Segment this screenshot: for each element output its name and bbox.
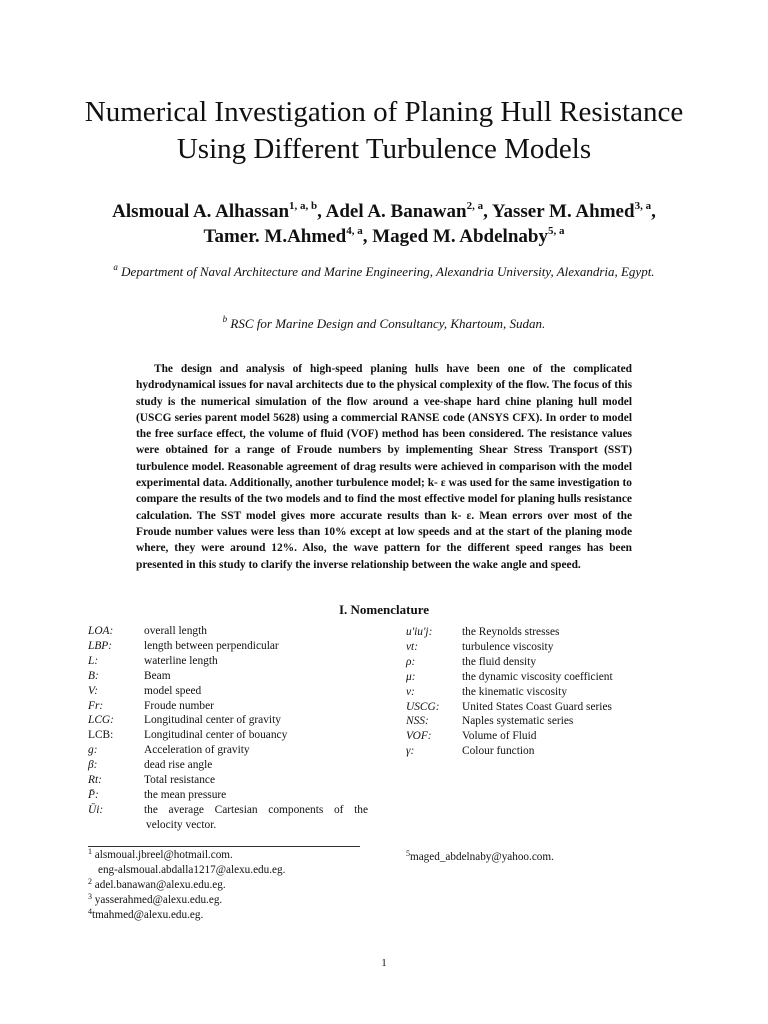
nomenclature-row — [88, 773, 368, 788]
nomenclature-symbol: ρ: — [406, 655, 416, 668]
nomenclature-symbol: ν: — [406, 685, 415, 698]
affiliation-b — [80, 315, 688, 333]
nomenclature-definition: the kinematic viscosity — [462, 685, 568, 698]
author-name: Yasser M. Ahmed — [491, 201, 635, 222]
nomenclature-row — [88, 713, 368, 728]
nomenclature-right-column — [406, 625, 686, 759]
nomenclature-definition: Longitudinal center of bouancy — [144, 729, 288, 742]
author-affiliation-mark: 2, a — [466, 200, 484, 212]
author-name: Tamer. M.Ahmed — [203, 226, 347, 247]
nomenclature-definition: waterline length — [144, 654, 218, 667]
nomenclature-symbol: V: — [88, 684, 99, 697]
nomenclature-definition: model speed — [144, 684, 202, 697]
footnote-email: alsmoual.jbreel@hotmail.com. — [94, 849, 233, 861]
page-number: 1 — [381, 957, 387, 969]
nomenclature-definition: length between perpendicular — [144, 639, 279, 652]
affiliation-text: Department of Naval Architecture and Marine Engineering, Alexandria University, Alexandria, Egypt. — [121, 264, 655, 279]
author-affiliation-mark: 1, a, b — [289, 200, 318, 212]
nomenclature-row — [88, 788, 368, 803]
nomenclature-row — [88, 624, 368, 639]
nomenclature-definition: Naples systematic series — [462, 715, 574, 728]
nomenclature-definition: overall length — [144, 625, 207, 637]
nomenclature-row — [406, 744, 686, 759]
nomenclature-symbol: L: — [88, 654, 99, 667]
nomenclature-row — [88, 669, 368, 684]
nomenclature-definition: the dynamic viscosity coefficient — [462, 670, 613, 683]
nomenclature-row — [406, 685, 686, 700]
nomenclature-definition: Froude number — [144, 699, 214, 712]
nomenclature-symbol: Ūi: — [88, 803, 104, 816]
nomenclature-symbol: Fr: — [88, 699, 104, 712]
nomenclature-symbol: USCG: — [406, 700, 440, 713]
nomenclature-definition: turbulence viscosity — [462, 640, 554, 653]
nomenclature-symbol: Rt: — [88, 774, 102, 787]
footnotes-right — [406, 850, 554, 865]
footnote-email: tmahmed@alexu.edu.eg. — [92, 909, 204, 921]
nomenclature-row — [406, 625, 686, 640]
footnote — [88, 908, 285, 923]
author-list: Alsmoual A. Alhassan$^{1, a, b}$, Adel A. Banawan$^{2, a}$, Yasser M. Ahmed$^{3, a}$, Tamer. M.Ahmed$^{4, a}$, Maged M. Abdelnaby$^{5, a}$ — [112, 200, 656, 247]
nomenclature-row — [88, 728, 368, 743]
nomenclature-row — [88, 699, 368, 714]
nomenclature-definition: the average Cartesian components of the — [144, 803, 368, 816]
nomenclature-row — [88, 684, 368, 699]
footnotes-left — [88, 848, 285, 923]
footnote-email: maged_abdelnaby@yahoo.com. — [410, 851, 554, 863]
nomenclature-row — [406, 714, 686, 729]
affiliation-mark: b — [222, 314, 228, 324]
footnote-separator — [88, 846, 360, 847]
nomenclature-symbol: νt: — [406, 640, 419, 653]
footnote-email: yasserahmed@alexu.edu.eg. — [94, 894, 223, 906]
nomenclature-symbol: β: — [88, 759, 98, 772]
nomenclature-row — [88, 639, 368, 654]
author-affiliation-mark: 3, a — [634, 200, 652, 212]
nomenclature-definition: dead rise angle — [144, 759, 213, 772]
nomenclature-row — [406, 640, 686, 655]
nomenclature-symbol: LBP: — [88, 639, 113, 652]
nomenclature-row — [406, 700, 686, 715]
nomenclature-definition: the fluid density — [462, 655, 537, 668]
footnote — [88, 848, 285, 863]
nomenclature-row — [88, 654, 368, 669]
footnote-mark: 2 — [88, 877, 92, 886]
nomenclature-symbol: B: — [88, 669, 99, 682]
nomenclature-left-column — [88, 624, 368, 833]
nomenclature-row — [406, 729, 686, 744]
nomenclature-definition: Beam — [144, 669, 171, 682]
author-name: Maged M. Abdelnaby — [372, 226, 548, 247]
affiliation-mark: a — [113, 262, 118, 272]
abstract: The design and analysis of high-speed planing hulls have been one of the complicated hydrodynamical issues for naval architects due to the physical complexity of the flow. The focus of this study is the numerical simulation of the flow around a vee-shape hard chine planing hull model (USCG series parent model 5628) using a commercial RANSE code (ANSYS CFX). In order to model the free surface effect, the volume of fluid (VOF) method has been considered. The resistance values were obtained for a range of Froude numbers by implementing Shear Stress Transport (SST) turbulence model. Reasonable agreement of drag results were achieved in comparison with the model experimental data. Additionally, another turbulence model; k- ε was used for the same investigation to compare the results of the two models and to find the most effective model for planing hulls resistance calculation. The SST model gives more accurate results than k- ε. Mean errors over most of the Froude number values were less than 10% except at low speeds and at the start of the planing mode where, they were around 12%. Also, the wave pattern for the different speed ranges has been presented in this study to clarify the inverse relationship between the wake angle and speed. — [136, 363, 632, 571]
nomenclature-definition-continued: velocity vector. — [146, 818, 217, 831]
nomenclature-symbol: γ: — [406, 745, 415, 758]
nomenclature-symbol: g: — [88, 744, 98, 757]
nomenclature-symbol: LCG: — [88, 714, 114, 727]
footnote-mark: 4 — [88, 907, 92, 916]
nomenclature-row — [406, 670, 686, 685]
nomenclature-definition: the mean pressure — [144, 788, 227, 801]
author-name: Alsmoual A. Alhassan — [112, 201, 290, 222]
nomenclature-definition: Total resistance — [144, 774, 215, 787]
nomenclature-symbol: LOA: — [88, 625, 114, 637]
nomenclature-definition: Longitudinal center of gravity — [144, 714, 281, 727]
nomenclature-row — [88, 743, 368, 758]
nomenclature-symbol: μ: — [406, 670, 416, 683]
nomenclature-definition: Colour function — [462, 745, 535, 758]
footnote-mark: 3 — [88, 892, 92, 901]
nomenclature-symbol: LCB: — [88, 729, 114, 742]
footnote — [88, 878, 285, 893]
nomenclature-symbol: P̄: — [88, 788, 99, 801]
nomenclature-definition: Volume of Fluid — [462, 730, 537, 743]
nomenclature-symbol: VOF: — [406, 730, 432, 743]
section-heading-nomenclature: I. Nomenclature — [338, 602, 430, 617]
footnote — [88, 863, 285, 878]
nomenclature-symbol: NSS: — [406, 715, 429, 728]
nomenclature-row — [406, 655, 686, 670]
nomenclature-definition: the Reynolds stresses — [462, 626, 560, 638]
footnote-email: adel.banawan@alexu.edu.eg. — [94, 879, 226, 891]
footnote — [88, 893, 285, 908]
affiliation-a — [80, 263, 688, 281]
footnote-mark: 5 — [406, 849, 410, 858]
footnote-email: eng-alsmoual.abdalla1217@alexu.edu.eg. — [98, 864, 286, 876]
nomenclature-row — [88, 758, 368, 773]
nomenclature-symbol: u'iu'j: — [406, 626, 433, 638]
nomenclature-definition: Acceleration of gravity — [144, 744, 250, 757]
author-affiliation-mark: 4, a — [346, 225, 363, 237]
author-affiliation-mark: 5, a — [547, 225, 565, 237]
paper-title: Numerical Investigation of Planing Hull Resistance Using Different Turbulence Models — [84, 96, 684, 165]
footnote — [406, 850, 554, 865]
nomenclature-row — [88, 803, 368, 818]
author-name: Adel A. Banawan — [325, 201, 467, 222]
footnote-mark: 1 — [88, 847, 92, 856]
affiliation-text: RSC for Marine Design and Consultancy, Khartoum, Sudan. — [230, 316, 546, 331]
nomenclature-definition: United States Coast Guard series — [462, 700, 612, 713]
